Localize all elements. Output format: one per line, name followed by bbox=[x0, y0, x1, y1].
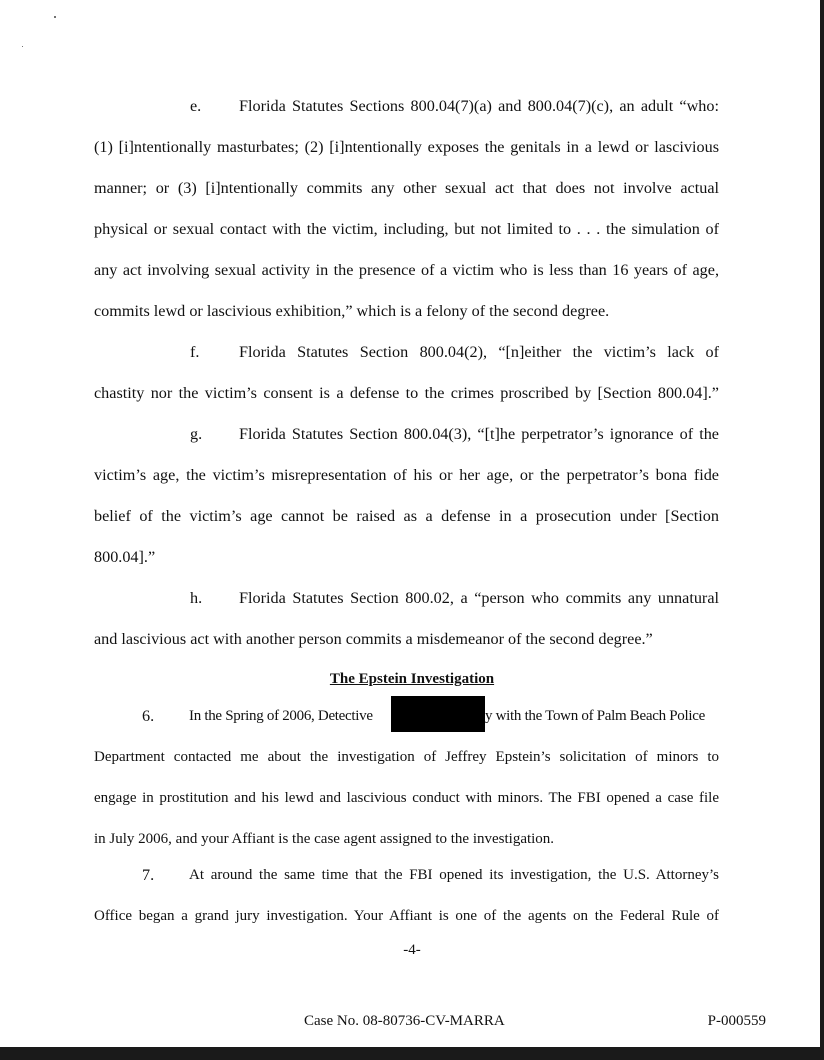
paragraph-number-6: 6. bbox=[142, 707, 155, 725]
scan-speck bbox=[54, 16, 56, 18]
footer-bates-number: P-000559 bbox=[707, 1013, 766, 1029]
item-g-first-line: Florida Statutes Section 800.04(3), “[t]he perpetrator’s ignorance of the bbox=[239, 425, 719, 443]
item-f-last-line: chastity nor the victim’s consent is a defense to the crimes proscribed by [Section 800.04].” bbox=[94, 384, 719, 402]
paragraph-6-first-before: In the Spring of 2006, Detective bbox=[189, 708, 373, 724]
redaction-box bbox=[391, 696, 485, 732]
item-g-last-line: 800.04].” bbox=[94, 548, 156, 566]
item-e-line-3: physical or sexual contact with the victim, including, but not limited to . . . the simulation of bbox=[94, 220, 719, 238]
item-e-first-line: Florida Statutes Sections 800.04(7)(a) and 800.04(7)(c), an adult “who: bbox=[239, 97, 719, 115]
item-h-last-line: and lascivious act with another person commits a misdemeanor of the second degree.” bbox=[94, 630, 653, 648]
item-f-first-line: Florida Statutes Section 800.04(2), “[n]either the victim’s lack of bbox=[239, 343, 719, 361]
footer-case-number: Case No. 08-80736-CV-MARRA bbox=[304, 1013, 505, 1029]
paragraph-6-first-after: y with the Town of Palm Beach Police bbox=[485, 708, 705, 724]
scan-edge-bottom bbox=[0, 1047, 824, 1060]
paragraph-6-last-line: in July 2006, and your Affiant is the case agent assigned to the investigation. bbox=[94, 831, 555, 847]
item-e-last-line: commits lewd or lascivious exhibition,” which is a felony of the second degree. bbox=[94, 302, 610, 320]
paragraph-7-first-line: At around the same time that the FBI opened its investigation, the U.S. Attorney’s bbox=[189, 867, 719, 883]
item-e-line-4: any act involving sexual activity in the presence of a victim who is less than 16 years of age, bbox=[94, 261, 719, 279]
item-letter-h: h. bbox=[190, 589, 203, 607]
item-letter-e: e. bbox=[190, 97, 202, 115]
paragraph-6-line-1: Department contacted me about the investigation of Jeffrey Epstein’s solicitation of minors to bbox=[94, 749, 719, 765]
item-h-first-line: Florida Statutes Section 800.02, a “person who commits any unnatural bbox=[239, 589, 719, 607]
paragraph-7-last-line: Office began a grand jury investigation. Your Affiant is one of the agents on the Federal Rule of bbox=[94, 908, 719, 924]
item-g-line-1: victim’s age, the victim’s misrepresentation of his or her age, or the perpetrator’s bona fide bbox=[94, 466, 719, 484]
item-letter-g: g. bbox=[190, 425, 203, 443]
section-heading: The Epstein Investigation bbox=[329, 671, 495, 687]
item-e-line-1: (1) [i]ntentionally masturbates; (2) [i]ntentionally exposes the genitals in a lewd or lascivious bbox=[94, 138, 719, 156]
scan-speck bbox=[22, 46, 23, 47]
paragraph-6-line-2: engage in prostitution and his lewd and lascivious conduct with minors. The FBI opened a case file bbox=[94, 790, 719, 806]
item-e-line-2: manner; or (3) [i]ntentionally commits any other sexual act that does not involve actual bbox=[94, 179, 719, 197]
page-number: -4- bbox=[403, 942, 421, 958]
item-g-line-2: belief of the victim’s age cannot be raised as a defense in a prosecution under [Section bbox=[94, 507, 719, 525]
item-letter-f: f. bbox=[190, 343, 200, 361]
paragraph-number-7: 7. bbox=[142, 866, 155, 884]
scan-edge-right bbox=[820, 0, 824, 1060]
